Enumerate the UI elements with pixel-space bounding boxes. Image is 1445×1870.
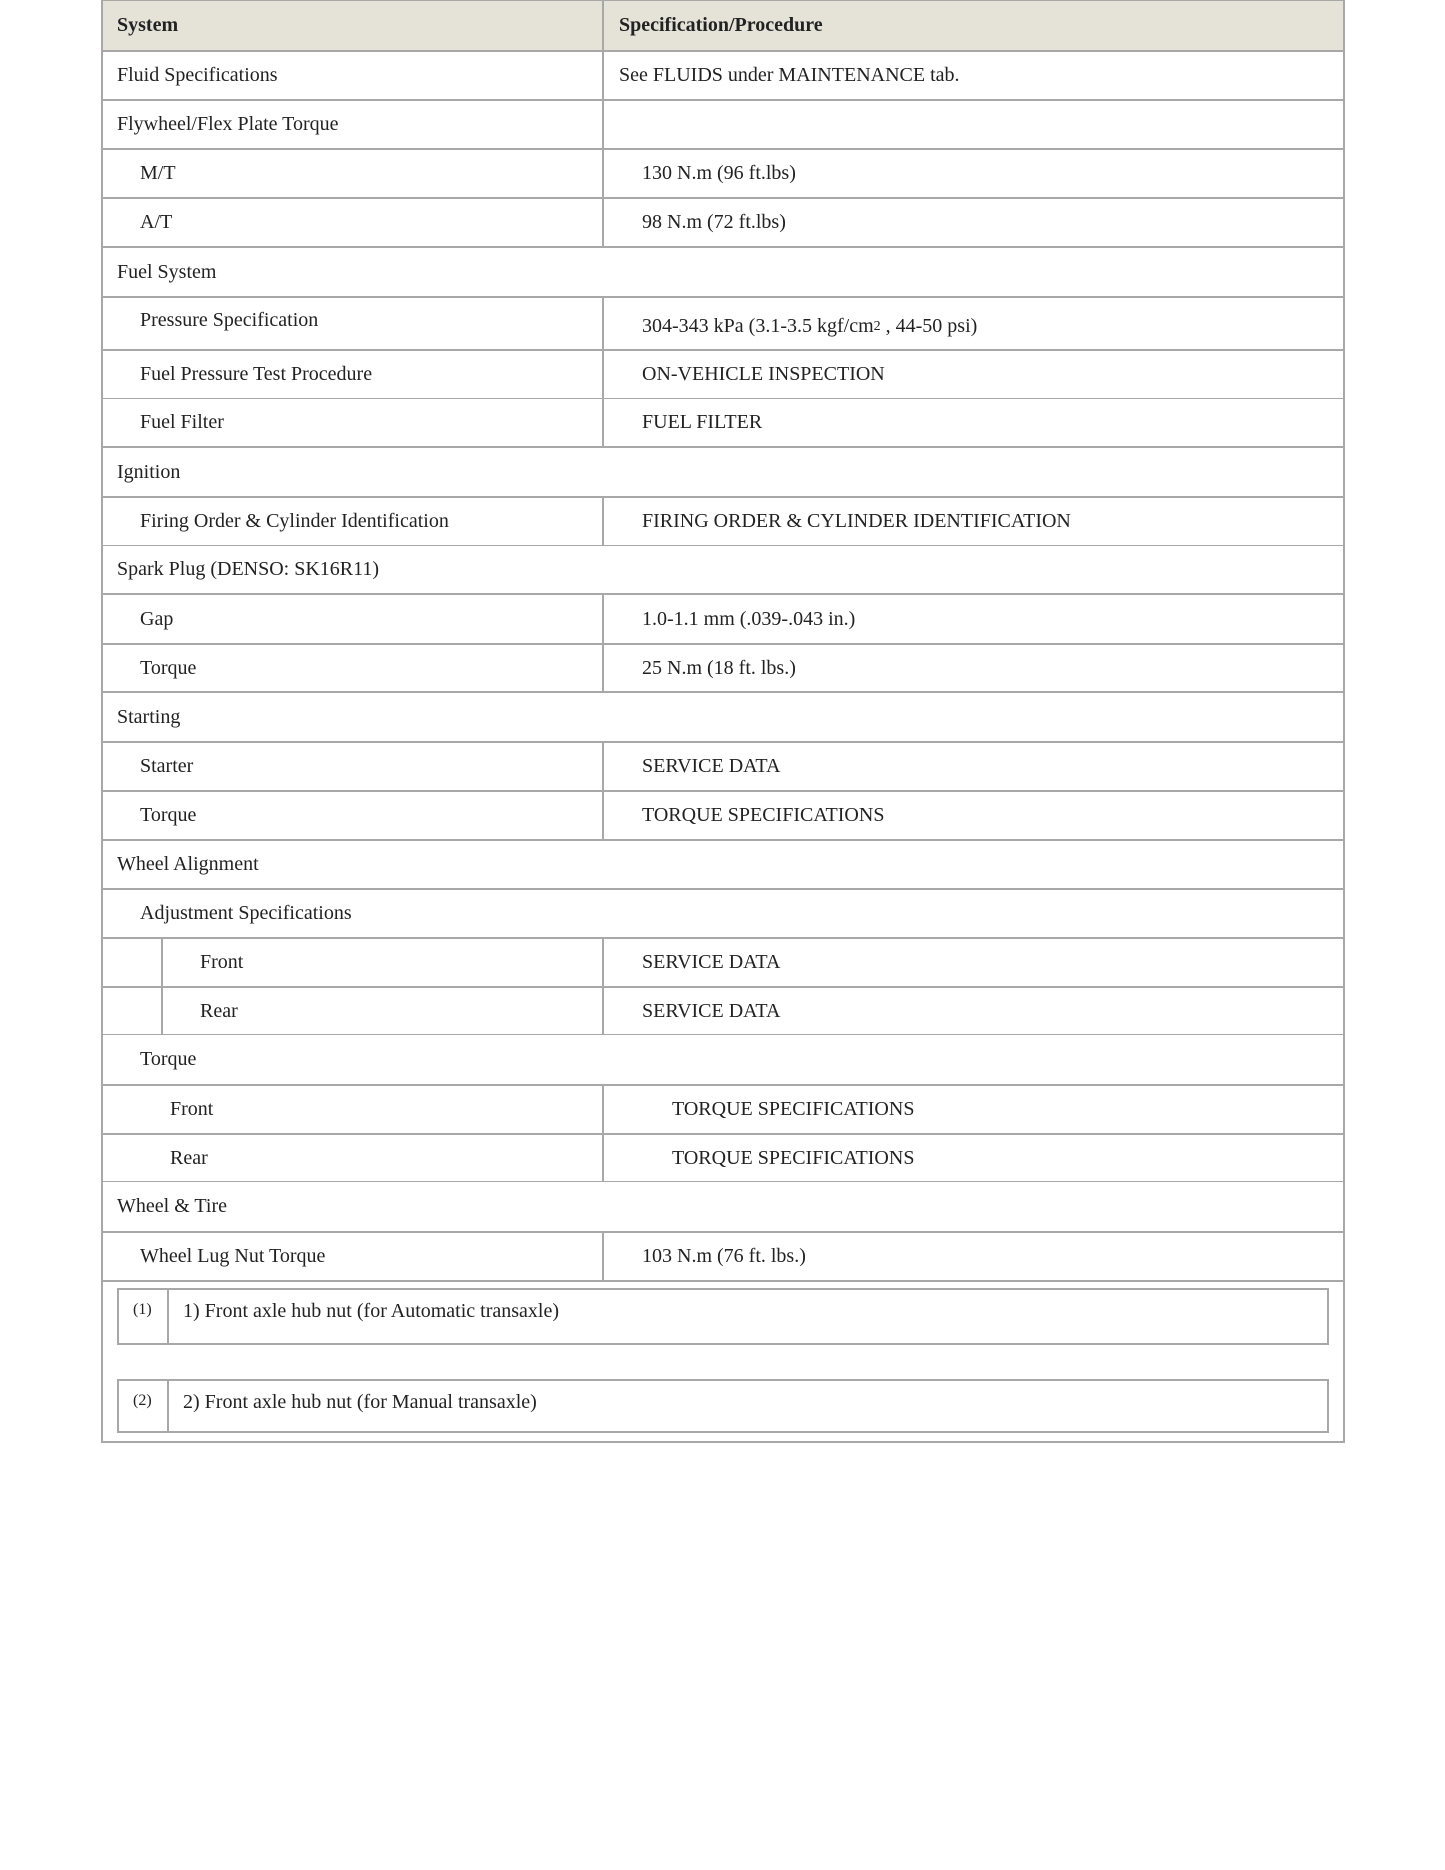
row-label: Rear [170, 1146, 208, 1169]
row-label: Rear [200, 999, 238, 1022]
row-label: Pressure Specification [140, 309, 319, 331]
table-row [103, 50, 1343, 99]
table-row [103, 888, 1343, 937]
table-row [103, 197, 1343, 246]
row-value: 304-343 kPa (3.1-3.5 kgf/cm 2 , 44-50 psi) [642, 315, 978, 337]
row-value: FUEL FILTER [642, 411, 763, 433]
row-label: M/T [140, 162, 176, 184]
table-row [103, 691, 1343, 741]
value-text: , 44-50 psi) [880, 315, 978, 337]
row-label: Fluid Specifications [117, 64, 278, 86]
row-label: Torque [140, 656, 197, 679]
row-value: SERVICE DATA [642, 755, 781, 777]
row-value: 130 N.m (96 ft.lbs) [642, 162, 796, 184]
table-row [103, 545, 1343, 593]
table-row [103, 398, 1343, 446]
table-row [103, 937, 1343, 986]
table-row [103, 446, 1343, 496]
row-label: Firing Order & Cylinder Identification [140, 510, 449, 532]
row-value: SERVICE DATA [642, 999, 781, 1022]
row-label: Gap [140, 607, 174, 630]
row-value: 25 N.m (18 ft. lbs.) [642, 656, 796, 679]
row-label: Wheel Alignment [117, 853, 259, 875]
table-row [103, 839, 1343, 888]
value-text: 304-343 kPa (3.1-3.5 kgf/cm [642, 315, 874, 337]
table-row [103, 349, 1343, 398]
row-label: A/T [140, 211, 173, 233]
row-value: See FLUIDS under MAINTENANCE tab. [619, 64, 960, 86]
row-value: SERVICE DATA [642, 951, 781, 973]
row-label: Starting [117, 705, 181, 728]
footnote-number: (1) [133, 1301, 152, 1318]
row-label: Adjustment Specifications [140, 902, 352, 924]
footnote [117, 1379, 1329, 1433]
row-label: Starter [140, 755, 194, 777]
row-value: 1.0-1.1 mm (.039-.043 in.) [642, 607, 856, 630]
footnote-text: 2) Front axle hub nut (for Manual transaxle) [183, 1391, 537, 1413]
row-label: Front [200, 951, 244, 973]
table-row [103, 790, 1343, 839]
row-label: Wheel & Tire [117, 1195, 227, 1217]
row-label: Fuel Pressure Test Procedure [140, 363, 373, 385]
footnote-number: (2) [133, 1392, 152, 1409]
table-row [103, 643, 1343, 691]
table-row [103, 593, 1343, 643]
table-row [103, 986, 1343, 1034]
spec-table [101, 0, 1345, 1443]
row-label: Torque [140, 1048, 197, 1070]
footnote [117, 1288, 1329, 1345]
row-value: FIRING ORDER & CYLINDER IDENTIFICATION [642, 510, 1071, 532]
row-value: TORQUE SPECIFICATIONS [642, 804, 885, 826]
row-value: 103 N.m (76 ft. lbs.) [642, 1245, 806, 1267]
table-header [103, 0, 1343, 50]
table-row [103, 246, 1343, 296]
table-row [103, 1084, 1343, 1133]
table-row [103, 1181, 1343, 1231]
header-system: System [117, 14, 179, 36]
row-value: ON-VEHICLE INSPECTION [642, 363, 885, 385]
row-label: Ignition [117, 460, 181, 483]
table-row [103, 1231, 1343, 1280]
row-label: Flywheel/Flex Plate Torque [117, 113, 339, 135]
row-label: Fuel System [117, 260, 217, 283]
table-row [103, 496, 1343, 545]
row-value: 98 N.m (72 ft.lbs) [642, 211, 786, 233]
footnote-text: 1) Front axle hub nut (for Automatic transaxle) [183, 1300, 560, 1322]
table-row [103, 99, 1343, 148]
row-label: Fuel Filter [140, 411, 224, 433]
row-value: TORQUE SPECIFICATIONS [672, 1146, 915, 1169]
table-row [103, 296, 1343, 349]
row-label: Front [170, 1098, 214, 1120]
row-label: Torque [140, 804, 197, 826]
row-label: Wheel Lug Nut Torque [140, 1245, 326, 1267]
table-row [103, 1133, 1343, 1181]
table-row [103, 741, 1343, 790]
header-specification: Specification/Procedure [619, 14, 823, 36]
table-row [103, 1034, 1343, 1084]
table-row [103, 148, 1343, 197]
row-value: TORQUE SPECIFICATIONS [672, 1098, 915, 1120]
row-label: Spark Plug (DENSO: SK16R11) [117, 558, 380, 580]
footnotes [103, 1280, 1343, 1443]
